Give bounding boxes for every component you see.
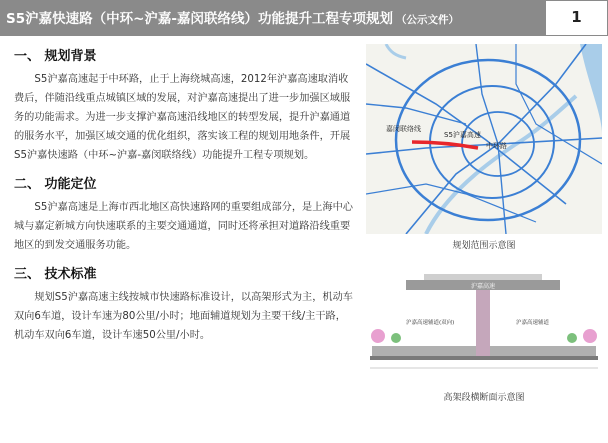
section-title: 二、 功能定位 (14, 177, 97, 192)
map-label-s5: S5沪嘉高速 (444, 131, 481, 139)
ramp-label-left: 沪嘉高速辅道(双向) (406, 320, 455, 326)
section-text: 规划S5沪嘉高速主线按城市快速路标准设计，以高架形式为主，机动车双向6车道，设计车速为80公里/小时；地面辅道规划为主要干线/主干路，机动车双向6车道，设计车速50公里/小时。 (14, 292, 353, 341)
map-label-zhonghuan: 中环路 (486, 142, 507, 150)
deck-vehicles (424, 274, 542, 280)
page-number-box (545, 0, 608, 36)
map-graphic (366, 44, 602, 234)
ground-road-left (372, 346, 476, 356)
section-title: 三、 技术标准 (14, 267, 97, 282)
figure-column (366, 44, 602, 403)
viaduct-cross-section (366, 266, 602, 386)
ground-line (370, 356, 598, 360)
section-positioning (14, 173, 354, 255)
title-subtitle: （公示文件） (396, 14, 460, 26)
section-title: 一、 规划背景 (14, 49, 97, 64)
tree-icon (583, 329, 597, 343)
shrub-icon (567, 333, 577, 343)
section-text: S5沪嘉高速起于中环路，止于上海绕城高速，2012年沪嘉高速取消收费后，伴随沿线重点城镇区域的发展，对沪嘉高速提出了进一步加强区域服务的功能需求。为进一步支撑沪嘉高速沿线地区的转型发展，提升沪嘉通道的服务水平，加强区域交通的优化组织，落实该工程的规划用地条件，开展S5沪嘉快速路（中环~沪嘉-嘉闵联络线）功能提升工程专项规划。 (14, 74, 351, 161)
title-main: S5沪嘉快速路（中环~沪嘉-嘉闵联络线）功能提升工程专项规划 (6, 11, 394, 27)
map-caption: 规划范围示意图 (452, 241, 516, 251)
section-text: S5沪嘉高速是上海市西北地区高快速路网的重要组成部分，是上海中心城与嘉定新城方向快速联系的主要交通通道，同时还将承担对道路沿线重要地区的到发交通服务功能。 (14, 202, 353, 251)
text-column (14, 45, 354, 353)
ground-road-right (490, 346, 596, 356)
page-title (6, 7, 459, 27)
header-bar (0, 0, 608, 36)
cross-section-caption: 高架段横断面示意图 (443, 393, 525, 403)
tree-icon (371, 329, 385, 343)
section-standards (14, 263, 354, 345)
ramp-label-right: 沪嘉高速辅道 (516, 320, 550, 326)
map-label-jiamin: 嘉闵联络线 (386, 125, 421, 133)
cross-section-graphic (366, 266, 602, 386)
planning-scope-map (366, 44, 602, 234)
section-background (14, 45, 354, 165)
page-number: 1 (571, 8, 582, 26)
pier-highlight (476, 290, 490, 360)
shrub-icon (391, 333, 401, 343)
viaduct-label: 沪嘉高速 (470, 283, 496, 290)
